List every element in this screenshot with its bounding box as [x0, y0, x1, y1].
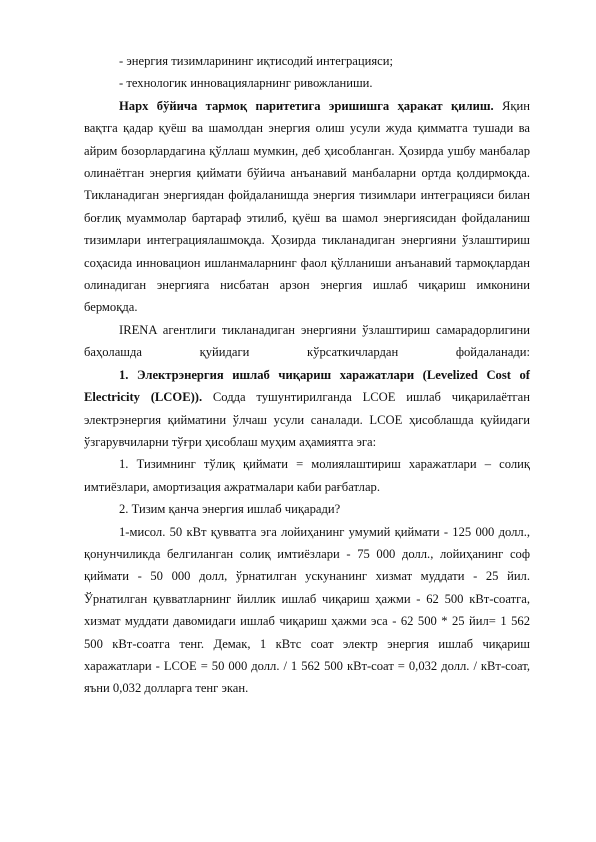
paragraph-text: - технологик инновацияларнинг ривожланиши. — [119, 76, 373, 91]
paragraph-text: - энергия тизимларининг иқтисодий интеграцияси; — [119, 54, 393, 68]
paragraph-example-1 — [84, 521, 530, 700]
paragraph-heading: Нарх бўйича тармоқ паритетига эришишга ҳаракат қилиш. — [119, 98, 494, 113]
list-item-economic-integration — [84, 50, 530, 72]
paragraph-text: 2. Тизим қанча энергия ишлаб чиқаради? — [119, 502, 341, 517]
paragraph-text: Яқин вақтга қадар қуёш ва шамолдан энергия олиш усули жуда қимматга тушади ва айрим бозорлардагина қўллаш мумкин, деб ҳисобланган. Ҳозирда ушбу манбалар олинаётган энергия қиймати бўйича анъанавий манбаларни ортда қолдирмоқда. Тикланадиган энергиядан фойдаланишда энергия тизимлари интеграцияси билан боғлиқ муаммолар бартараф этилиб, қуёш ва шамол энергиясидан фойдаланиш тизимлари интеграциялашмоқда. Ҳозирда тикланадиган энергияни ўзлаштириш соҳасида инновацион ишланмаларнинг фаол қўлланиши анъанавий тармоқлардан олинадиган энергияга нисбатан арзон энергия ишлаб чиқариш имконини бермоқда. — [84, 98, 530, 315]
paragraph-text: Содда тушунтирилганда LCOE ишлаб чиқарилаётган электрэнергия қийматини ўлчаш усули саналади. LCOE ҳисоблашда қуйидаги ўзгарувчиларни тўғри ҳисоблаш муҳим аҳамиятга эга: — [84, 390, 530, 449]
paragraph-heading: 1. Электрэнергия ишлаб чиқариш харажатлари (Levelized Cost of Electricity (LCOE)). — [84, 367, 530, 405]
paragraph-text: 1. Тизимнинг тўлиқ қиймати = молиялаштириш харажатлари – солиқ имтиёзлари, амортизация ажратмалари каби рағбатлар. — [84, 457, 530, 494]
paragraph-system-cost — [84, 453, 530, 498]
paragraph-text: IRENA агентлиги тикланадиган энергияни ўзлаштириш самарадорлигини баҳолашда қуйидаги кўрсаткичлардан фойдаланади: — [84, 322, 530, 360]
paragraph-grid-parity — [84, 95, 530, 319]
paragraph-system-output — [84, 498, 530, 520]
paragraph-irena — [84, 319, 530, 364]
document-body — [84, 50, 530, 700]
paragraph-lcoe — [84, 364, 530, 454]
list-item-technological-innovation — [84, 72, 530, 94]
paragraph-text: 1-мисол. 50 кВт қувватга эга лойиҳанинг умумий қиймати - 125 000 долл., қонунчиликда белгиланган солиқ имтиёзлари - 75 000 долл., лойиҳанинг соф қиймати - 50 000 долл, ўрнатилган ускунанинг хизмат муддати - 25 йил. Ўрнатилган қувватларнинг йиллик ишлаб чиқариш ҳажми - 62 500 кВт-соатга, хизмат муддати давомидаги ишлаб чиқариш ҳажми эса - 62 500 * 25 йил= 1 562 500 кВт-соатга тенг. Демак, 1 кВтс соат электр энергия ишлаб чиқариш харажатлари - LCOE = 50 000 долл. / 1 562 500 кВт-соат = 0,032 долл. / кВт-соат, яъни 0,032 долларга тенг экан. — [84, 524, 530, 696]
